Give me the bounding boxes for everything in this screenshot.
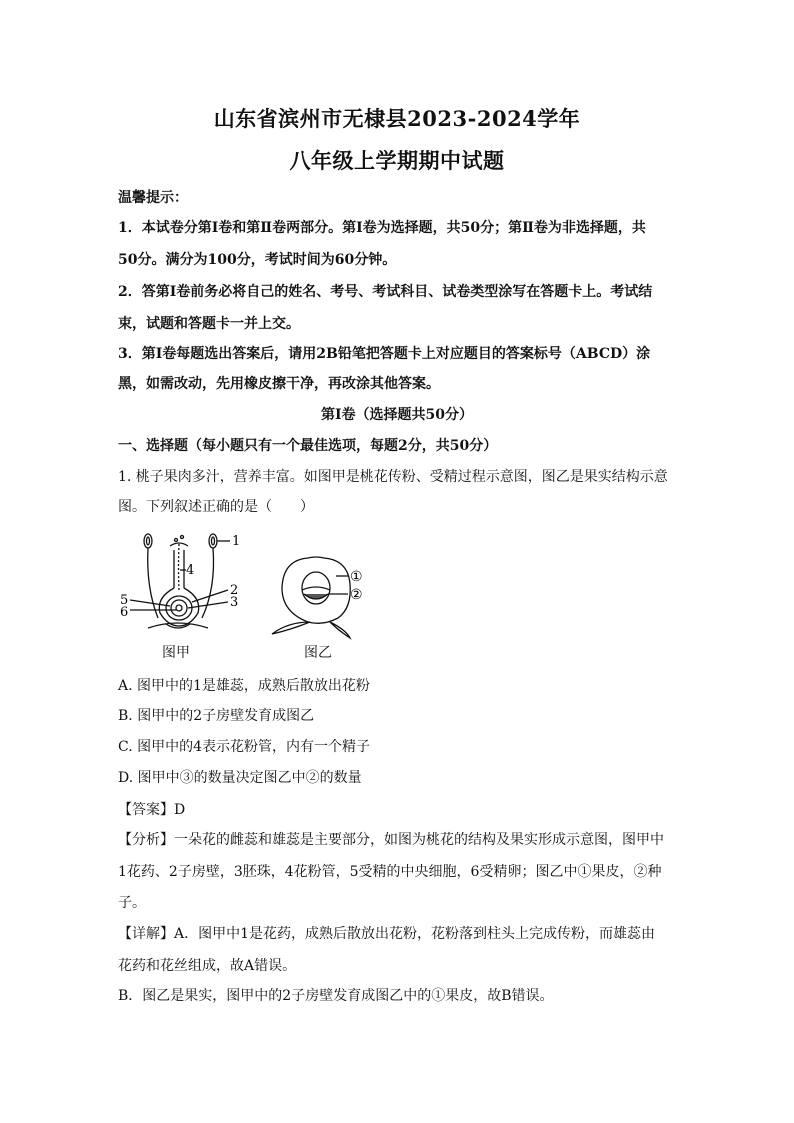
jia-label-3: 3 bbox=[230, 595, 239, 610]
answer: 【答案】D bbox=[118, 802, 186, 818]
yi-label-2: ② bbox=[350, 587, 363, 603]
option-d: D. 图甲中③的数量决定图乙中②的数量 bbox=[118, 770, 362, 786]
detail-line3: B．图乙是果实，图甲中的2子房壁发育成图乙中的①果皮，故B错误。 bbox=[118, 988, 554, 1004]
jia-label-5: 5 bbox=[120, 593, 129, 608]
exam-title-line1: 山东省滨州市无棣县2023-2024学年 bbox=[213, 106, 581, 131]
part-heading: 一、选择题（每小题只有一个最佳选项，每题2分，共50分） bbox=[118, 438, 498, 454]
notice-heading: 温馨提示： bbox=[118, 190, 188, 206]
analysis-line1: 【分析】一朵花的雌蕊和雄蕊是主要部分，如图为桃花的结构及果实形成示意图，图甲中 bbox=[118, 832, 664, 848]
notice-item-1-line1: 1．本试卷分第Ⅰ卷和第Ⅱ卷两部分。第Ⅰ卷为选择题，共50分；第Ⅱ卷为非选择题，共 bbox=[118, 220, 646, 236]
notice-item-3-line1: 3．第Ⅰ卷每题选出答案后，请用2B铅笔把答题卡上对应题目的答案标号（ABCD）涂 bbox=[118, 346, 651, 362]
notice-item-2-line2: 束，试题和答题卡一并上交。 bbox=[118, 316, 300, 332]
exam-title-line2: 八年级上学期期中试题 bbox=[289, 148, 505, 173]
figure-jia-flower-diagram bbox=[118, 528, 248, 638]
jia-label-6: 6 bbox=[120, 605, 129, 620]
figure-jia-caption: 图甲 bbox=[162, 645, 190, 661]
detail-line2: 花药和花丝组成，故A错误。 bbox=[118, 958, 297, 974]
jia-label-1: 1 bbox=[232, 534, 241, 549]
notice-item-1-line2: 50分。满分为100分，考试时间为60分钟。 bbox=[118, 252, 397, 268]
question-1-stem-line1: 1. 桃子果肉多汁，营养丰富。如图甲是桃花传粉、受精过程示意图，图乙是果实结构示意 bbox=[118, 469, 668, 485]
question-1-stem-line2: 图。下列叙述正确的是（ ） bbox=[118, 499, 314, 515]
jia-label-4: 4 bbox=[186, 563, 195, 578]
option-a: A. 图甲中的1是雄蕊，成熟后散放出花粉 bbox=[118, 678, 370, 694]
section-title: 第Ⅰ卷（选择题共50分） bbox=[320, 407, 474, 423]
yi-label-1: ① bbox=[350, 569, 363, 585]
figure-yi-fruit-diagram bbox=[268, 550, 378, 640]
figure-yi-caption: 图乙 bbox=[304, 645, 332, 661]
analysis-line3: 子。 bbox=[118, 895, 146, 911]
notice-item-3-line2: 黑，如需改动，先用橡皮擦干净，再改涂其他答案。 bbox=[118, 376, 440, 392]
notice-item-2-line1: 2．答第Ⅰ卷前务必将自己的姓名、考号、考试科目、试卷类型涂写在答题卡上。考试结 bbox=[118, 284, 653, 300]
detail-line1: 【详解】A．图甲中1是花药，成熟后散放出花粉，花粉落到柱头上完成传粉，而雄蕊由 bbox=[118, 926, 656, 942]
jia-label-2: 2 bbox=[230, 583, 239, 598]
option-c: C. 图甲中的4表示花粉管，内有一个精子 bbox=[118, 739, 371, 755]
analysis-line2: 1花药、2子房壁，3胚珠，4花粉管，5受精的中央细胞，6受精卵；图乙中①果皮，②种 bbox=[118, 864, 662, 880]
option-b: B. 图甲中的2子房壁发育成图乙 bbox=[118, 708, 315, 724]
